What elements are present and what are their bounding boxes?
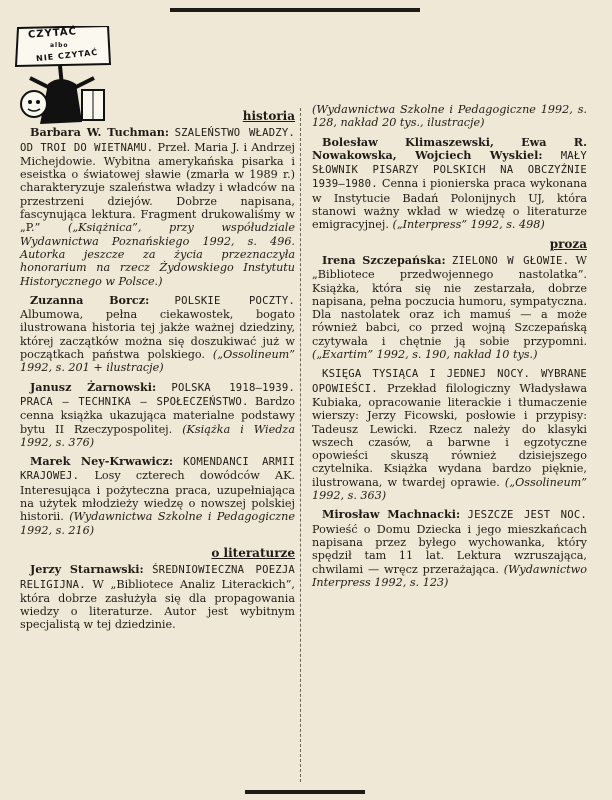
entry-description: Albumowa, pełna ciekawostek, bogato ilustrowana historia tej jakże ważnej dziedziny, której zaczątków można się doszukiwać już w początkach państwa polskiego. (20, 308, 295, 362)
entry-author: Barbara W. Tuchman: (30, 125, 170, 140)
entry-description: Przeł. Maria J. i Andrzej Michejdowie. Wybitna amerykańska pisarka i eseistka o światowej sławie (zmarła w 1989 r.) charakteryzuje szaleństwa władzy i władców na przestrzeni dziejów. Dobrze napisana, fascynująca lektura. Fragment drukowaliśmy w „P.” (20, 140, 296, 235)
entry-publication: (Wydawnictwo Interpress 1992, s. 123) (312, 562, 587, 589)
column-divider (300, 108, 301, 782)
book-entry (312, 367, 587, 502)
entry-description: Bardzo cenna książka ukazująca materialne podstawy bytu II Rzeczypospolitej. (20, 394, 295, 436)
entry-publication: („Ossolineum” 1992, s. 201 + ilustracje) (20, 348, 295, 375)
book-entry (20, 563, 295, 631)
entry-author: Bolesław Klimaszewski, Ewa R. Nowakowska, Wojciech Wyskiel: (312, 134, 587, 162)
bottom-rule (245, 790, 365, 794)
entry-publication: (Wydawnictwa Szkolne i Pedagogiczne 1992, s. 216) (20, 510, 295, 537)
book-entry (20, 381, 295, 449)
entry-publication: („Ossolineum” 1992, s. 363) (312, 475, 587, 503)
entry-publication: (Wydawnictwa Szkolne i Pedagogiczne 1992, s. 128, nakład 20 tys., ilustracje) (312, 103, 587, 130)
book-entry (312, 254, 587, 361)
book-entry (20, 126, 295, 288)
section-heading-historia: historia (242, 109, 295, 123)
entry-title: SZALEŃSTWO WŁADZY. OD TROI DO WIETNAMU. (20, 127, 296, 154)
section-heading-proza: proza (549, 236, 587, 251)
entry-description: Powieść o Domu Dziecka i jego mieszkańcach napisana przez byłego wychowanka, który spędził tam 11 lat. Lektura wzruszająca, chwilami — wręcz przerażająca. (312, 522, 587, 576)
book-entry-continued (312, 103, 587, 130)
entry-title: ŚREDNIOWIECZNA POEZJA RELIGIJNA. (20, 564, 296, 591)
logo-line-3: NIE CZYTAĆ (35, 47, 99, 64)
entry-author: Zuzanna Borcz: (30, 292, 150, 307)
entry-publication: („Interpress” 1992, s. 498) (392, 218, 545, 232)
right-column (312, 103, 587, 595)
entry-author: Mirosław Machnacki: (322, 507, 461, 522)
entry-author: Marek Ney-Krwawicz: (30, 454, 174, 469)
entry-author: Janusz Żarnowski: (30, 379, 157, 394)
entry-title: JESZCZE JEST NOC. (467, 509, 587, 522)
book-entry (20, 455, 295, 537)
entry-title: POLSKIE POCZTY. (174, 294, 295, 307)
entry-title: KSIĘGA TYSIĄCA I JEDNEJ NOCY. WYBRANE OPOWIEŚCI. (312, 368, 587, 395)
book-entry (20, 294, 295, 375)
entry-description: W „Bibliotece Analiz Literackich”, która dobrze zasłużyła się dla propagowania wiedzy o literaturze. Autor jest wybitnym specjalistą w tej dziedzinie. (20, 577, 295, 632)
entry-description: Przekład filologiczny Władysława Kubiaka, opracowanie literackie i tłumaczenie wierszy: Jerzy Ficowski, posłowie i przypisy: Tadeusz Lewicki. Rzecz należy do klasyki wszech czasów, a barwne i egzotyczne opowieści skuszą również dzisiejszego czytelnika. Książka wydana bardzo pięknie, ilustrowana, w twardej oprawie. (312, 381, 587, 489)
left-column (20, 110, 295, 638)
logo-line-2: albo (50, 42, 69, 49)
entry-author: Jerzy Starnawski: (30, 562, 144, 577)
entry-description: W „Bibliotece przedwojennego nastolatka”. Książka, która się nie zestarzała, dobrze napisana, pełna poczucia humoru, sympatyczna. Dla nastolatek oraz ich mamuś — a może również babci, co przed wojną Szczepańską czytywała i chętnie ją sobie przypomni. (312, 253, 587, 348)
top-rule (170, 8, 420, 12)
logo-line-1: CZYTAĆ (27, 26, 78, 41)
entry-description: Cenna i pionierska praca wykonana w Instytucie Badań Polonijnych UJ, która stanowi ważny wkład w wiedzę o literaturze emigracyjnej. (312, 177, 587, 232)
entry-publication: (Książka i Wiedza 1992, s. 376) (20, 422, 295, 449)
entry-title: ZIELONO W GŁOWIE. (451, 254, 570, 267)
book-entry (312, 136, 587, 232)
entry-publication: („Exartim” 1992, s. 190, nakład 10 tys.) (312, 348, 538, 362)
entry-title: MAŁY SŁOWNIK PISARZY POLSKICH NA OBCZYŹNIE 1939—1980. (312, 149, 587, 191)
entry-publication: („Książnica”, przy współudziale Wydawnictwa Poznańskiego 1992, s. 496. Autorka jeszcze za życia przeznaczyła honorarium na rzecz Żydowskiego Instytutu Historycznego w Polsce.) (20, 221, 295, 288)
section-heading-o-literaturze: o literaturze (211, 545, 295, 560)
entry-author: Irena Szczepańska: (322, 252, 446, 267)
entry-title: KOMENDANCI ARMII KRAJOWEJ. (20, 456, 295, 483)
book-entry (312, 508, 587, 589)
entry-title: POLSKA 1918—1939. PRACA — TECHNIKA — SPOŁECZEŃSTWO. (20, 381, 296, 408)
entry-description: Losy czterech dowódców AK. Interesująca i pożyteczna praca, uzupełniająca na użytek młodzieży wiedzę o nowszej polskiej historii. (20, 469, 295, 524)
